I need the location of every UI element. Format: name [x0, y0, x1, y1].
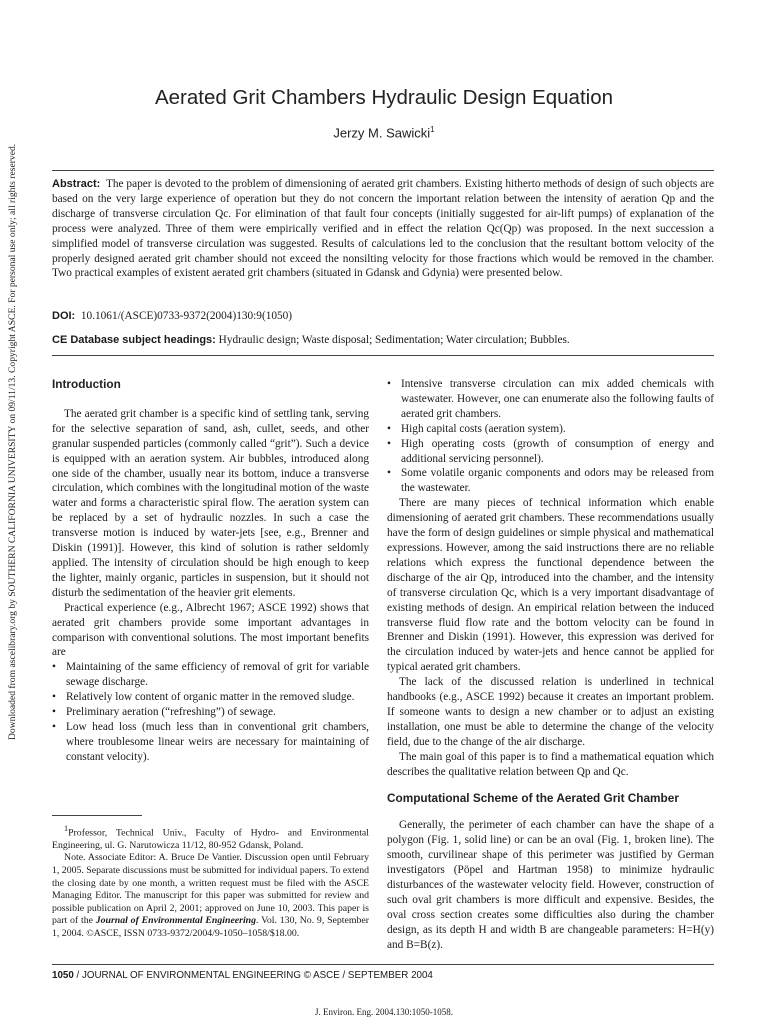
journal-name: Journal of Environmental Engineering — [95, 915, 257, 927]
footnote-affiliation-text: Professor, Technical Univ., Faculty of Hydro- and Environmental Engineering, ul. G. Narutowicza 11/12, 80-952 Gdansk, Poland. — [52, 827, 369, 851]
list-item: • High capital costs (aeration system). — [387, 422, 714, 437]
right-paragraph-2: The lack of the discussed relation is underlined in technical handbooks (e.g., ASCE 1992) because it creates an important problem. If someone wants to design a new chamber or to adjust an existing installation, one must be able to determine the change of the velocity field, due to the change of the air discharge. — [387, 676, 714, 748]
footer-rule — [52, 964, 714, 965]
section-heading-computational-scheme: Computational Scheme of the Aerated Grit Chamber — [387, 791, 679, 806]
top-rule — [52, 170, 714, 171]
abstract-label: Abstract: — [52, 178, 101, 190]
list-item: • Some volatile organic components and odors may be released from the wastewater. — [387, 466, 714, 496]
intro-paragraph-2: Practical experience (e.g., Albrecht 1967; ASCE 1992) shows that aerated grit chambers provide some important advantages in comparison with conventional solutions. The most important benefits are — [52, 601, 369, 659]
list-item: • Relatively low content of organic matter in the removed sludge. — [52, 690, 369, 705]
footnote-rule — [52, 815, 142, 816]
footnote-editorial-tail: . Vol. 130, No. 9, September 1, 2004. ©ASCE, ISSN 0733-9372/2004/9-1050–1058/$18.00. — [52, 915, 369, 940]
benefits-list — [52, 660, 369, 764]
footnotes — [52, 823, 369, 941]
right-paragraph-3: The main goal of this paper is to find a mathematical equation which describes the qualitative relation between Qp and Qc. — [387, 750, 714, 778]
author-line — [0, 125, 768, 140]
page-footer — [52, 970, 433, 981]
footnote-editorial-text: Note. Associate Editor: A. Bruce De Vantier. Discussion open until February 1, 2005. Separate discussions must be submitted for individual papers. To extend the closing date by one month, a written request must be filed with the ASCE Managing Editor. The manuscript for this paper was submitted for review and possible publication on April 2, 2001; approved on June 10, 2003. This paper is part of the — [52, 852, 369, 927]
list-item: • Intensive transverse circulation can mix added chemicals with wastewater. However, one can enumerate also the following faults of aerated grit chambers. — [387, 377, 714, 422]
subject-value: Hydraulic design; Waste disposal; Sedimentation; Water circulation; Bubbles. — [218, 334, 570, 346]
paper-title: Aerated Grit Chambers Hydraulic Design Equation — [154, 86, 614, 109]
subject-headings — [52, 334, 714, 346]
doi-label: DOI: — [52, 310, 76, 322]
list-item: • Preliminary aeration (“refreshing”) of sewage. — [52, 705, 369, 720]
footnote-affiliation — [52, 823, 369, 852]
left-column — [52, 377, 369, 765]
right-column — [387, 377, 714, 953]
author-footnote-mark: 1 — [430, 125, 435, 134]
doi-value: 10.1061/(ASCE)0733-9372(2004)130:9(1050) — [80, 310, 293, 322]
citation-line: J. Environ. Eng. 2004.130:1050-1058. — [315, 1007, 453, 1017]
page-number: 1050 — [52, 970, 74, 981]
author-name: Jerzy M. Sawicki — [333, 125, 431, 141]
list-item: • High operating costs (growth of consumption of energy and additional servicing personnel). — [387, 437, 714, 467]
right-paragraph-1: There are many pieces of technical information which enable dimensioning of aerated grit chambers. These recommendations usually have the form of design guidelines or simple physical and mathematical expressions. However, among the said instructions there are no reliable relations which express the functional dependence between the discharge of the air Qp, introduced into the chamber, and the intensity of transverse circulation Qc, which is a very important disadvantage of existing methods of design. An empirical relation between the induced transverse fluid flow rate and the bottom velocity can be found in Brenner and Diskin (1991). However, this expression was derived for the circulation induced by water-jets and hence cannot be applied for typical aerated grit chambers. — [387, 497, 714, 674]
list-item: • Low head loss (much less than in conventional grit chambers, where troublesome linear weirs are necessary for maintaining of constant velocity). — [52, 720, 369, 765]
intro-paragraph-1: The aerated grit chamber is a specific kind of settling tank, serving for the selective separation of sand, ash, cullet, seeds, and other granular suspended particles (commonly called “grit”). Such a device is equipped with an aeration system. Air bubbles, introduced along one side of the chamber, usually near its bottom, induce a transverse circulation, which combines with the longitudinal motion of the waste water and forms a characteristic spiral flow. The aeration system can be replaced by a set of hydraulic nozzles. In such a case the transverse motion is induced by water-jets [see, e.g., Brenner and Diskin (1991)]. However, this kind of solution is rather seldomly applied. The intensity of circulation should be high enough to keep the lighter, mainly organic, particles in suspension, but it should not disturb the sedimentation of the heavier grit elements. — [52, 407, 369, 599]
footnote-editorial — [52, 852, 369, 940]
abstract — [52, 177, 714, 281]
section-heading-introduction: Introduction — [52, 377, 121, 391]
abstract-text: The paper is devoted to the problem of dimensioning of aerated grit chambers. Existing hitherto methods of design of such objects are based on the very large experience of operation but they do not concern the important relation between the intensity of aeration Qp and the discharge of transverse circulation Qc. For elimination of that fault four concepts (initially suggested for air-lift pumps) of explanation of the process were analyzed. Three of them were empirically verified and in effect the relation Qc(Qp) was proposed. In the next succession a simplified model of transverse circulation was suggested. Results of calculations led to the conclusion that the resultant bottom velocity of the properly designed aerated grit chamber should not exceed the nonsilting velocity for those fractions which would be removed in the chamber. Two practical examples of existent aerated grit chambers (situated in Gdansk and Gdynia) were presented below. — [52, 178, 714, 280]
faults-list — [387, 377, 714, 496]
download-notice: Downloaded from ascelibrary.org by SOUTHERN CALIFORNIA UNIVERSITY on 09/11/13. Copyright ASCE. For personal use only; all rights reserved. — [7, 143, 18, 740]
right-paragraph-4: Generally, the perimeter of each chamber can have the shape of a polygon (Fig. 1, solid line) or can be an oval (Fig. 1, broken line). The smooth, curvilinear shape of this perimeter was justified by German investigators (Pöpel and Hartman 1958) to minimize hydraulic disturbances of the wastewater velocity field. However, construction of such oval grit chambers is more difficult and expensive. Besides, the oval cross section creates some difficulties also during the chamber design, as its depth H and width B are changeable parameters: H=H(y) and B=B(z). — [387, 819, 714, 951]
doi-line — [52, 310, 714, 322]
subject-label: CE Database subject headings: — [52, 334, 216, 346]
footnote-mark: 1 — [64, 824, 69, 833]
list-item: • Maintaining of the same efficiency of removal of grit for variable sewage discharge. — [52, 660, 369, 690]
footer-journal: / JOURNAL OF ENVIRONMENTAL ENGINEERING © ASCE / SEPTEMBER 2004 — [73, 970, 433, 981]
abstract-bottom-rule — [52, 355, 714, 356]
